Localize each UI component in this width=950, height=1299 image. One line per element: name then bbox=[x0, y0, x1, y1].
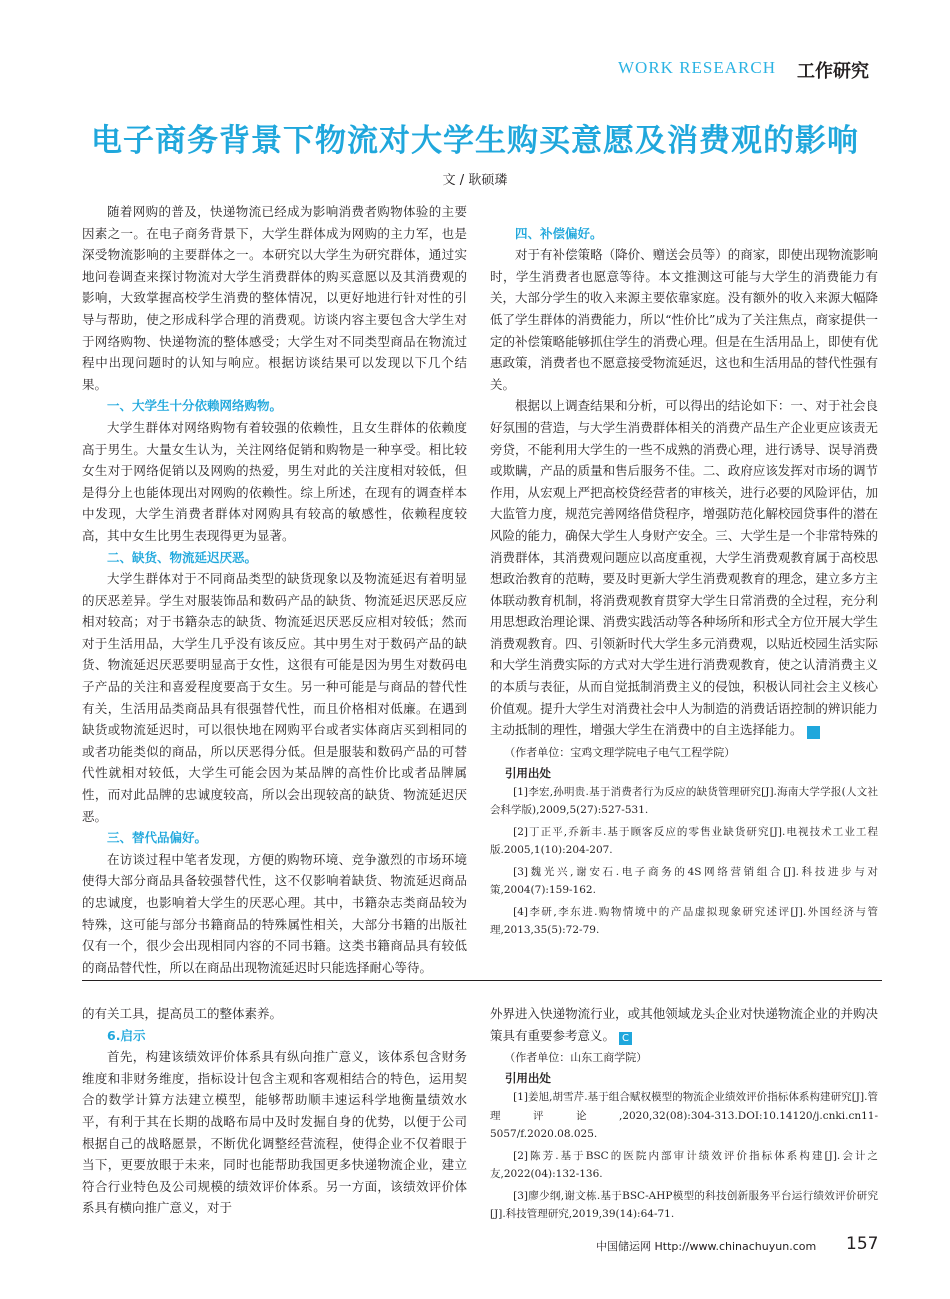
journal-section-en: WORK RESEARCH bbox=[618, 58, 776, 77]
article2-conclusion-text: 外界进入快递物流行业，或其他领域龙头企业对快递物流企业的并购决策具有重要参考意义。 bbox=[490, 1006, 878, 1043]
journal-section-cn: 工作研究 bbox=[797, 61, 869, 82]
body-paragraph-1: 大学生群体对网络购物有着较强的依赖性，且女生群体的依赖度高于男生。大量女生认为，关注网络促销和购物是一种享受。相比较女生对于网络促销以及网购的热爱，男生对此的关注度相对较低，但是得分上也能体现出对网购的依赖性。综上所述，在现有的调查样本中发现，大学生消费者群体对网购具有较高的敏感性，依赖程度较高，其中女生比男生表现得更为显著。 bbox=[82, 419, 467, 543]
end-mark-icon: C bbox=[619, 1032, 632, 1045]
section-heading-4: 四、补偿偏好。 bbox=[515, 225, 603, 241]
section-divider bbox=[82, 980, 882, 981]
end-mark-icon: C bbox=[807, 726, 820, 739]
footer-site: 中国储运网 Http://www.chinachuyun.com bbox=[596, 1240, 817, 1253]
body-paragraph-2: 大学生群体对于不同商品类型的缺货现象以及物流延迟有着明显的厌恶差异。学生对服装饰品和数码产品的缺货、物流延迟厌恶反应相对较高；对于书籍杂志的缺货、物流延迟厌恶反应相对较低；然而对于生活用品，大学生几乎没有该反应。其中男生对于数码产品的缺货、物流延迟厌恶要明显高于女性，这很有可能是因为男生对数码电子产品的关注和喜爱程度要高于女生。另一种可能是与商品的替代性有关，生活用品类商品具有很强替代性，而且价格相对低廉。在遇到缺货或物流延迟时，可以很快地在网购平台或者实体商店买到相同的或者功能类似的商品，所以厌恶得分低。但是服装和数码产品的可替代性就相对较低，大学生可能会因为某品牌的高性价比或者品牌属性，而对此品牌的忠诚度较高，所以会出现较高的缺货、物流延迟厌恶。 bbox=[82, 571, 467, 824]
reference-item: [1]李宏,孙明贵.基于消费者行为反应的缺货管理研究[J].海南大学学报(人文社会科学版),2009,5(27):527-531. bbox=[490, 785, 878, 817]
reference-item: [2]陈芳.基于BSC的医院内部审计绩效评价指标体系构建[J].会计之友,2022(04):132-136. bbox=[490, 1149, 878, 1181]
section-heading-6: 6.启示 bbox=[107, 1027, 146, 1043]
conclusion-text: 根据以上调查结果和分析，可以得出的结论如下：一、对于社会良好氛围的营造，与大学生消费群体相关的消费产品生产企业更应该责无旁贷，不能利用大学生的一些不成熟的消费心理，进行诱导、误导消费或欺瞒，产品的质量和售后服务不佳。二、政府应该发挥对市场的调节作用，从宏观上严把高校贷经营者的审核关，进行必要的风险评估，加大监管力度，规范完善网络借贷程序，增强防范化解校园贷事件的潜在风险的能力，确保大学生人身财产安全。三、大学生是一个非常特殊的消费群体，其消费观问题应以高度重视，大学生消费观教育属于高校思想政治教育的范畴，要及时更新大学生消费观教育的理念，建立多方主体联动教育机制，将消费观教育贯穿大学生日常消费的全过程，充分利用思想政治理论课、消费实践活动等各种场所和形式全方位开展大学生消费观教育。四、引领新时代大学生多元消费观，以贴近校园生活实际和大学生消费实际的方式对大学生进行消费观教育，使之认清消费主义的本质与表征，从而自觉抵制消费主义的侵蚀，积极认同社会主义核心价值观。提升大学生对消费社会中人为制造的消费话语控制的辨识能力主动抵制的理性，增强大学生在消费中的自主选择能力。 bbox=[490, 398, 878, 738]
body-paragraph-3: 在访谈过程中笔者发现，方便的购物环境、竞争激烈的市场环境使得大部分商品具备较强替代性，这不仅影响着缺货、物流延迟商品的忠诚度，也影响着大学生的厌恶心理。其中，书籍杂志类商品较为特殊，这可能与部分书籍商品的特殊属性相关，大部分书籍的出版社仅有一个，很少会出现相同内容的不同书籍。这类书籍商品具有较低的商品替代性，所以在商品出现物流延迟时只能选择耐心等待。 bbox=[82, 851, 467, 975]
page-number: 157 bbox=[846, 1234, 879, 1254]
section-heading-3: 三、替代品偏好。 bbox=[107, 830, 208, 846]
author-affiliation: （作者单位：宝鸡文理学院电子电气工程学院） bbox=[504, 745, 736, 759]
body-paragraph-4: 对于有补偿策略（降价、赠送会员等）的商家，即使出现物流影响时，学生消费者也愿意等待。本文推测这可能与大学生的消费能力有关，大部分学生的收入来源主要依靠家庭。没有额外的收入来源大幅降低了学生群体的消费能力，所以“性价比”成为了关注焦点，商家提供一定的补偿策略能够抓住学生的消费心理。但是在生活用品上，即使有优惠政策，消费者也不愿意接受物流延迟，这也和生活用品的替代性强有关。 bbox=[490, 247, 878, 392]
reference-item: [4]李研,李东进.购物情境中的产品虚拟现象研究述评[J].外国经济与管理,2013,35(5):72-79. bbox=[490, 905, 878, 937]
article-title: 电子商务背景下物流对大学生购买意愿及消费观的影响 bbox=[91, 123, 859, 159]
references-title: 引用出处 bbox=[504, 765, 551, 780]
section-heading-2: 二、缺货、物流延迟厌恶。 bbox=[107, 549, 258, 565]
implication-paragraph: 首先，构建该绩效评价体系具有纵向推广意义，该体系包含财务维度和非财务维度，指标设计包含主观和客观相结合的特色，运用契合的数学计算方法建立模型，能够帮助顺丰速运科学地衡量绩效水平，有利于其在长期的战略布局中及时发掘自身的优势，以便于公司根据自己的战略愿景，不断优化调整经营流程，使得企业不仅着眼于当下，更要放眼于未来，同时也能帮助我国更多快递物流企业，建立符合行业特色及公司规模的绩效评价体系。另一方面，该绩效评价体系具有横向推广意义，对于 bbox=[82, 1049, 467, 1216]
article2-conclusion bbox=[490, 1003, 878, 1046]
reference-item: [2]丁正平,乔新丰.基于顾客反应的零售业缺货研究[J].电视技术工业工程版.2005,1(10):204-207. bbox=[490, 825, 878, 857]
references-title-2: 引用出处 bbox=[504, 1071, 551, 1086]
page-footer bbox=[596, 1234, 886, 1254]
article-left-column bbox=[82, 201, 467, 978]
continued-paragraph: 的有关工具，提高员工的整体素养。 bbox=[82, 1006, 283, 1021]
article-right-column bbox=[490, 201, 878, 943]
article2-left-column bbox=[82, 1003, 467, 1219]
reference-item: [3]廖少纲,谢文栋.基于BSC-AHP模型的科技创新服务平台运行绩效评价研究[J].科技管理研究,2019,39(14):64-71. bbox=[490, 1189, 878, 1221]
article2-right-column bbox=[490, 1003, 878, 1227]
conclusion-paragraph bbox=[490, 395, 878, 741]
reference-item: [1]姜旭,胡雪芹.基于组合赋权模型的物流企业绩效评价指标体系构建研究[J].管理评论,2020,32(08):304-313.DOI:10.14120/j.cnki.cn11-5057/f.2020.08.025. bbox=[490, 1091, 878, 1141]
article-author: 文 / 耿硕璘 bbox=[442, 173, 508, 188]
reference-item: [3]魏光兴,谢安石.电子商务的4S网络营销组合[J].科技进步与对策,2004(7):159-162. bbox=[490, 865, 878, 897]
intro-paragraph: 随着网购的普及，快递物流已经成为影响消费者购物体验的主要因素之一。在电子商务背景下，大学生群体成为网购的主力军，也是深受物流影响的主要群体之一。本研究以大学生为研究群体，通过实地问卷调查来探讨物流对大学生消费群体的购买意愿以及其消费观的影响，大致掌握高校学生消费的整体情况，以更好地进行针对性的引导与帮助，使之形成科学合理的消费观。访谈内容主要包含大学生对于网络购物、快递物流的整体感受；大学生对不同类型商品在物流过程中出现问题时的认知与响应。根据访谈结果可以发现以下几个结果。 bbox=[82, 204, 467, 392]
author-affiliation-2: （作者单位：山东工商学院） bbox=[504, 1051, 648, 1065]
section-heading-1: 一、大学生十分依赖网络购物。 bbox=[107, 398, 283, 414]
